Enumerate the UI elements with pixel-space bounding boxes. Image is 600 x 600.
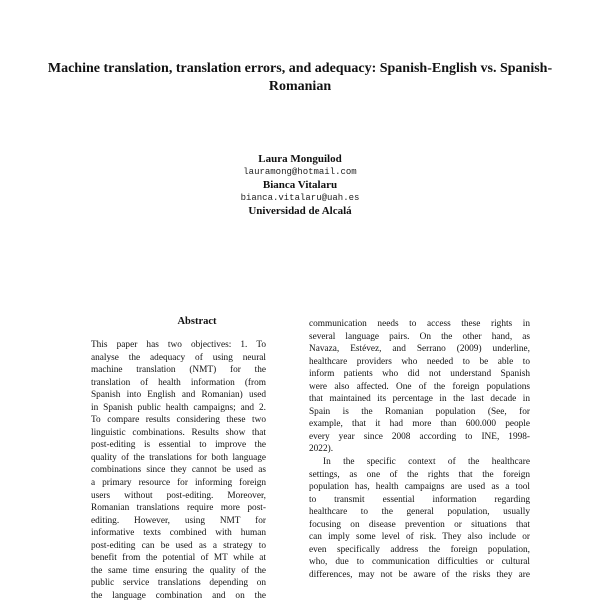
abstract-line: informative texts combined with human: [91, 528, 266, 539]
abstract-line: public service translations depending on: [91, 578, 266, 589]
body-line: every year since 2008 according to INE, 1998-: [309, 431, 530, 442]
body-line: several language pairs. On the other hand, as: [309, 331, 530, 342]
abstract-line: machine translation (NMT) for the: [91, 365, 266, 376]
abstract-line: post-editing can be used as a strategy to: [91, 540, 266, 551]
abstract-line: translation of health information (from: [91, 377, 266, 388]
author-email: lauramong@hotmail.com: [243, 167, 357, 177]
abstract-line: in Spanish public health campaigns; and 2.: [91, 402, 266, 413]
body-line: Spain is the Romanian population (See, for: [309, 406, 530, 417]
abstract-line: benefit from the potential of MT while at: [91, 553, 266, 564]
author-email: bianca.vitalaru@uah.es: [240, 193, 360, 203]
abstract-line: the language combination and on the: [91, 590, 266, 600]
body-line: to transmit essential information regarding: [309, 494, 530, 505]
author-name: Laura Monguilod: [258, 153, 342, 165]
body-line: healthcare to the general population, usually: [309, 507, 530, 518]
body-line: In the specific context of the healthcare: [323, 457, 530, 468]
abstract-line: users without post-editing. Moreover,: [91, 490, 266, 501]
body-line: population has, health campaigns are used as a tool: [309, 482, 530, 493]
body-line: Navaza, Estévez, and Serrano (2009) underline,: [309, 344, 530, 355]
abstract-line: quality of the translations for both language: [91, 452, 266, 463]
abstract-heading: Abstract: [177, 316, 217, 327]
abstract-line: combinations since they cannot be used as: [91, 465, 266, 476]
body-line: even specifically address the foreign population,: [309, 544, 530, 555]
abstract-line: This paper has two objectives: 1. To: [91, 340, 266, 350]
abstract-line: linguistic combinations. Results show that: [91, 427, 266, 438]
body-line: healthcare providers who needed to be able to: [309, 356, 530, 367]
body-line: focusing on disease prevention or situations that: [309, 519, 530, 530]
abstract-line: the same time ensuring the quality of the: [91, 565, 266, 576]
body-line: settings, as one of the rights that the foreign: [309, 469, 530, 480]
abstract-line: Spanish into English and Romanian) used: [91, 390, 266, 401]
body-line: communication needs to access these rights in: [309, 319, 530, 329]
body-text-column: [309, 318, 530, 600]
paper-title: [20, 60, 580, 96]
body-line: that maintained its percentage in the last decade in: [309, 394, 530, 405]
body-line: were also affected. One of the foreign populations: [309, 381, 530, 392]
abstract-line: To compare results considering these two: [91, 415, 266, 426]
body-line: inform patients who did not understand Spanish: [309, 369, 530, 380]
abstract-line: a primary resource for informing foreign: [91, 478, 266, 489]
author-name: Bianca Vitalaru: [262, 179, 338, 191]
paper-title-line-1: Machine translation, translation errors, and adequacy: Spanish-English vs. Spanish-: [47, 61, 553, 76]
abstract-line: analyse the adequacy of using neural: [91, 352, 266, 363]
author-affiliation: Universidad de Alcalá: [248, 205, 352, 217]
abstract-line: editing. However, using NMT for: [91, 515, 266, 526]
abstract-line: post-editing is essential to improve the: [91, 440, 266, 451]
author-block: [100, 153, 500, 218]
body-line: who, due to communication difficulties or cultural: [309, 557, 530, 568]
body-line: example, that it had more than 600.000 people: [309, 419, 530, 430]
abstract-line: Romanian translations require more post-: [91, 503, 266, 514]
paper-title-line-2: Romanian: [268, 79, 332, 94]
abstract-text: [91, 339, 266, 600]
body-line: 2022).: [309, 444, 334, 455]
body-line: can imply some level of risk. They also include or: [309, 532, 530, 543]
body-line: differences, may not be aware of the risks they are: [309, 569, 530, 580]
